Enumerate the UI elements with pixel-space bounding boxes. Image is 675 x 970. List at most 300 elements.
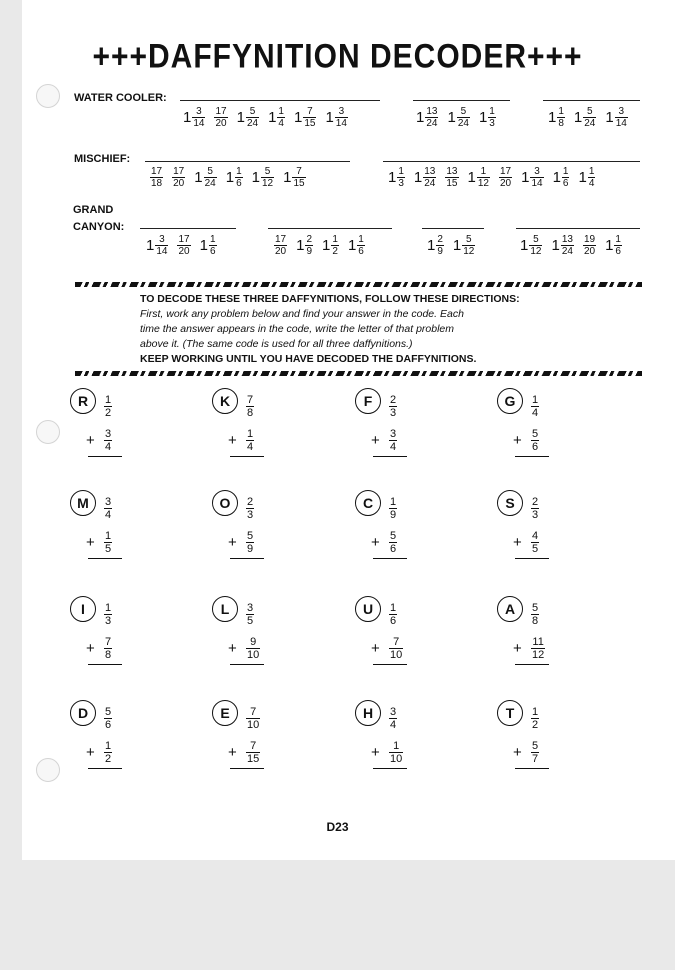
denominator: 12 [532,649,545,661]
problem-letter-circle: C [355,490,381,516]
fraction [246,106,259,129]
code-number [531,394,539,419]
whole-number: 1 [452,237,462,254]
fraction [104,496,112,521]
denominator: 14 [615,118,627,129]
plus-sign: + [371,534,380,551]
numerator: 4 [532,530,539,542]
fraction [615,106,628,129]
denominator: 20 [275,246,287,257]
numerator: 1 [558,106,564,117]
denominator: 2 [332,246,338,257]
code-number [553,166,570,189]
fraction [530,166,543,189]
answer-line [268,228,392,229]
whole-number: 1 [416,109,425,126]
daffynition-label-grand-canyon: GRAND CANYON: [73,204,125,233]
fraction [214,106,227,129]
problem-letter-circle: K [212,388,238,414]
numerator: 3 [618,106,625,117]
fraction [557,106,565,129]
numerator: 17 [215,106,227,117]
denominator: 2 [532,719,539,731]
problem-letter-circle: A [497,596,523,622]
whole-number: 1 [146,237,155,254]
plus-sign: + [228,534,237,551]
directions-line: above it. (The same code is used for all three daffynitions.) [140,338,413,350]
denominator: 7 [532,753,539,765]
fraction [445,166,458,189]
denominator: 24 [561,246,573,257]
problem-letter-circle: I [70,596,96,622]
fraction [531,394,539,419]
denominator: 24 [584,118,596,129]
answer-line [145,161,350,162]
numerator: 2 [247,496,254,508]
problem-i [70,596,170,671]
answer-line [140,228,236,229]
fraction [389,496,397,521]
numerator: 11 [532,636,544,648]
problem-s [497,490,597,565]
fraction [246,636,260,661]
answer-line [180,100,380,101]
problem-h [355,700,455,775]
whole-number: 1 [283,169,292,186]
fraction [104,706,112,731]
plus-sign: + [371,432,380,449]
answer-line [515,456,549,457]
numerator: 1 [489,106,495,117]
code-number [548,106,565,129]
code-number [531,636,545,661]
whole-number: 1 [552,169,561,186]
code-number [183,106,205,129]
numerator: 1 [615,234,621,245]
code-number [104,428,112,453]
code-number [479,106,496,129]
fraction [104,428,112,453]
answer-line [373,558,407,559]
answer-line [383,161,640,162]
denominator: 9 [390,509,397,521]
problem-l [212,596,312,671]
problem-letter-circle: O [212,490,238,516]
fraction [531,496,539,521]
denominator: 14 [193,118,205,129]
code-number [389,602,397,627]
whole-number: 1 [447,109,456,126]
answer-line [230,456,264,457]
plus-sign: + [228,640,237,657]
code-number [104,394,112,419]
code-number [605,234,622,257]
code-number [104,636,112,661]
fraction [583,234,596,257]
whole-number: 1 [268,109,277,126]
denominator: 12 [477,178,489,189]
code-number [388,166,405,189]
numerator: 5 [460,106,467,117]
fraction [204,166,217,189]
denominator: 14 [531,178,543,189]
denominator: 6 [615,246,621,257]
whole-number: 1 [413,169,423,186]
fraction [583,106,596,129]
plus-sign: + [513,744,522,761]
numerator: 1 [398,166,404,177]
numerator: 7 [250,740,257,752]
binder-hole-top [36,84,60,108]
denominator: 8 [558,118,564,129]
problem-o [212,490,312,565]
plus-sign: + [86,534,95,551]
fraction [531,530,539,555]
code-number [104,496,112,521]
fraction [389,636,403,661]
numerator: 1 [247,428,254,440]
whole-number: 1 [605,237,614,254]
denominator: 24 [424,178,436,189]
answer-line [516,228,640,229]
fraction [477,166,490,189]
numerator: 3 [390,428,397,440]
code-number [583,234,596,257]
code-number [551,234,573,257]
numerator: 3 [534,166,540,177]
denominator: 6 [236,178,242,189]
fraction [274,234,287,257]
denominator: 6 [390,615,397,627]
code-number [177,234,190,257]
plus-sign: + [513,640,522,657]
code-number [146,234,168,257]
numerator: 9 [250,636,257,648]
numerator: 1 [105,394,112,406]
denominator: 18 [151,178,163,189]
denominator: 2 [105,407,112,419]
denominator: 10 [390,753,403,765]
numerator: 3 [247,602,254,614]
fraction [488,106,496,129]
fraction [389,428,397,453]
problem-f [355,388,455,463]
problem-t [497,700,597,775]
whole-number: 1 [521,169,530,186]
numerator: 1 [105,602,112,614]
whole-number: 1 [478,109,488,126]
fraction [531,636,545,661]
page-code: D23 [326,820,349,834]
numerator: 3 [196,106,202,117]
answer-line [373,456,407,457]
directions-heading: TO DECODE THESE THREE DAFFYNITIONS, FOLLOW THESE DIRECTIONS: [140,293,520,305]
daffynition-label-mischief: MISCHIEF: [74,153,131,165]
denominator: 12 [530,246,542,257]
problem-u [355,596,455,671]
numerator: 3 [338,106,345,117]
directions-box [140,292,600,367]
fraction [561,234,574,257]
denominator: 2 [105,753,112,765]
fraction [305,234,313,257]
whole-number: 1 [293,109,303,126]
answer-line [373,768,407,769]
answer-line [543,100,640,101]
plus-sign: + [513,432,522,449]
fraction [588,166,596,189]
whole-number: 1 [225,169,235,186]
code-number [283,166,305,189]
code-number [414,166,436,189]
fraction [155,234,168,257]
denominator: 24 [426,118,438,129]
denominator: 5 [532,543,539,555]
denominator: 3 [532,509,539,521]
fraction [209,234,217,257]
fraction [246,394,254,419]
code-group [274,234,365,257]
fraction [192,106,205,129]
answer-line [230,558,264,559]
code-group [427,234,475,257]
answer-line [88,664,122,665]
numerator: 5 [533,234,539,245]
fraction [335,106,348,129]
fraction [104,740,112,765]
answer-line [413,100,510,101]
denominator: 8 [247,407,254,419]
denominator: 4 [390,441,397,453]
code-number [447,106,469,129]
code-number [214,106,227,129]
problem-letter-circle: F [355,388,381,414]
denominator: 15 [247,753,260,765]
fraction [235,166,243,189]
denominator: 9 [437,246,443,257]
fraction [531,706,539,731]
answer-line [88,456,122,457]
fraction [389,602,397,627]
numerator: 7 [105,636,112,648]
fraction [531,428,539,453]
whole-number: 1 [183,109,192,126]
code-number [427,234,444,257]
code-number [389,636,403,661]
denominator: 20 [178,246,190,257]
directions-line: time the answer appears in the code, write the letter of that problem [140,323,455,335]
denominator: 12 [463,246,475,257]
plus-sign: + [86,744,95,761]
code-number [531,740,539,765]
numerator: 13 [446,166,458,177]
numerator: 5 [532,602,539,614]
numerator: 13 [426,106,438,117]
numerator: 1 [588,166,595,177]
code-number [389,428,397,453]
problem-letter-circle: D [70,700,96,726]
fraction [246,706,260,731]
code-number [246,740,260,765]
numerator: 1 [393,740,400,752]
fraction [104,394,112,419]
denominator: 15 [446,178,458,189]
answer-line [88,558,122,559]
problem-c [355,490,455,565]
numerator: 1 [105,740,112,752]
code-number [200,234,217,257]
numerator: 1 [332,234,338,245]
whole-number: 1 [427,237,436,254]
decorative-border-top [75,282,642,287]
denominator: 4 [247,441,254,453]
code-number [520,234,542,257]
denominator: 20 [583,246,596,257]
denominator: 15 [293,178,305,189]
code-number [389,496,397,521]
whole-number: 1 [388,169,397,186]
numerator: 7 [247,394,254,406]
page-title: +++DAFFYNITION DECODER+++ [92,37,583,76]
fraction [246,740,260,765]
numerator: 1 [358,234,364,245]
code-number [194,166,216,189]
code-number [104,740,112,765]
denominator: 4 [588,178,595,189]
code-number [172,166,185,189]
denominator: 10 [247,649,260,661]
numerator: 2 [532,496,539,508]
fraction [357,234,365,257]
numerator: 17 [499,166,512,177]
fraction [531,740,539,765]
problem-a [497,596,597,671]
denominator: 24 [457,118,469,129]
plus-sign: + [228,432,237,449]
numerator: 5 [532,740,539,752]
code-number [416,106,438,129]
denominator: 12 [261,178,274,189]
numerator: 5 [247,530,254,542]
denominator: 5 [247,615,254,627]
denominator: 4 [390,719,397,731]
whole-number: 1 [322,237,331,254]
daffynition-label-water-cooler: WATER COOLER: [74,92,167,104]
denominator: 3 [398,178,404,189]
code-number [531,602,539,627]
whole-number: 1 [347,237,357,254]
denominator: 24 [204,178,216,189]
denominator: 8 [532,615,539,627]
denominator: 20 [499,178,512,189]
denominator: 8 [105,649,112,661]
fraction [303,106,316,129]
numerator: 5 [264,166,271,177]
whole-number: 1 [251,169,260,186]
fraction [292,166,305,189]
denominator: 6 [358,246,364,257]
fraction [436,234,444,257]
fraction [397,166,405,189]
code-number [389,706,397,731]
code-number [246,636,260,661]
numerator: 2 [306,234,313,245]
denominator: 4 [105,441,112,453]
denominator: 6 [209,246,216,257]
code-group [416,106,496,129]
code-number [104,706,112,731]
plus-sign: + [228,744,237,761]
code-group [150,166,306,189]
numerator: 13 [424,166,436,177]
denominator: 6 [532,441,539,453]
whole-number: 1 [296,237,305,254]
numerator: 1 [562,166,569,177]
fraction [499,166,512,189]
numerator: 17 [178,234,190,245]
whole-number: 1 [551,237,560,254]
denominator: 24 [246,118,259,129]
problem-letter-circle: S [497,490,523,516]
answer-line [515,558,549,559]
problem-k [212,388,312,463]
fraction [177,234,190,257]
answer-line [515,768,549,769]
code-group [388,166,595,189]
denominator: 6 [390,543,397,555]
denominator: 5 [105,543,112,555]
code-group [520,234,622,257]
fraction [614,234,622,257]
code-number [294,106,316,129]
denominator: 3 [489,118,495,129]
problem-letter-circle: U [355,596,381,622]
code-number [389,740,403,765]
code-number [237,106,259,129]
whole-number: 1 [548,109,557,126]
problem-letter-circle: R [70,388,96,414]
denominator: 10 [390,649,403,661]
code-number [150,166,163,189]
code-number [104,530,112,555]
code-group [183,106,348,129]
numerator: 1 [278,106,284,117]
answer-line [422,228,484,229]
code-number [531,706,539,731]
numerator: 5 [105,706,112,718]
numerator: 17 [151,166,163,177]
numerator: 17 [173,166,185,177]
problem-letter-circle: E [212,700,238,726]
code-number [274,234,287,257]
answer-line [515,664,549,665]
denominator: 9 [306,246,313,257]
code-number [389,394,397,419]
denominator: 15 [304,118,316,129]
fraction [246,602,254,627]
code-number [468,166,490,189]
numerator: 3 [105,496,112,508]
fraction [246,496,254,521]
problem-r [70,388,170,463]
directions-line: First, work any problem below and find your answer in the code. Each [140,308,464,320]
fraction [457,106,470,129]
numerator: 5 [249,106,256,117]
problem-e [212,700,312,775]
numerator: 5 [390,530,397,542]
code-group [146,234,217,257]
code-group [548,106,628,129]
